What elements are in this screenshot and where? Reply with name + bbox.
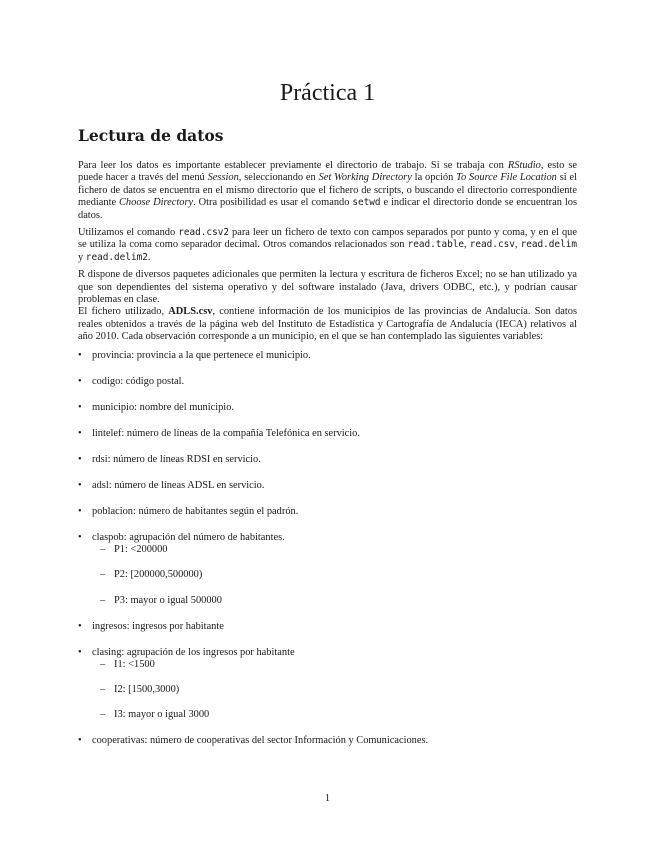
text: , contiene información de los municipios de las provincias de Andalucía. Son datos reales obtenidos a través de la página web del Instituto de Estadística y Cartografía de Andalucía (IECA) relativos al año 2010. Cada observación corresponde a un municipio, en el que se han contemplado las siguientes variables: (78, 306, 577, 343)
list-item-text: • clasing: agrupación de los ingresos por habitante (92, 646, 295, 658)
text: para leer un fichero de texto con campos separados por punto y coma, y en el que se utiliza la coma como separador decimal. Otros comandos relacionados son (78, 227, 577, 251)
read-csv-code: read.csv (469, 239, 515, 251)
list-item: • poblacion: número de habitantes según el padrón. (92, 506, 577, 518)
text: , (514, 239, 521, 251)
filename: ADLS.csv (168, 306, 213, 318)
read-table-code: read.table (407, 239, 465, 251)
setwd-code: setwd (352, 197, 381, 209)
variables-list (78, 350, 577, 748)
paragraph-read-commands (78, 227, 577, 264)
sub-list-item: – P3: mayor o igual 500000 (114, 595, 577, 607)
read-delim2-code: read.delim2 (85, 251, 148, 263)
page-title: Práctica 1 (279, 80, 376, 106)
list-item: • lintelef: número de líneas de la compañía Telefónica en servicio. (92, 428, 577, 440)
list-item: • cooperativas: número de cooperativas del sector Información y Comunicaciones. (92, 735, 577, 747)
sub-list-item: – I1: <1500 (114, 659, 577, 671)
list-item: • adsl: número de líneas ADSL en servicio. (92, 480, 577, 492)
rstudio-term: RStudio (507, 160, 541, 171)
sub-list-item: – I2: [1500,3000) (114, 684, 577, 696)
sub-list-item: – P2: [200000,500000) (114, 569, 577, 581)
session-term: Session (207, 172, 239, 184)
text: . (147, 251, 151, 263)
text: , seleccionando en (238, 172, 319, 184)
text: . Otra posibilidad es usar el comando (193, 197, 353, 209)
section-heading: Lectura de datos (78, 126, 224, 145)
to-source-file-location-term: To Source File Location (456, 172, 557, 184)
text: Para leer los datos es importante establecer previamente el directorio de trabajo. Si se trabaja con (78, 160, 508, 171)
list-item: • provincia: provincia a la que pertenece el municipio. (92, 350, 577, 362)
list-item-text: • claspob: agrupación del número de habitantes. (92, 531, 285, 543)
text: El fichero utilizado, (78, 306, 169, 318)
list-item: • municipio: nombre del municipio. (92, 402, 577, 414)
choose-directory-term: Choose Directory (119, 197, 194, 209)
text: e indicar el directorio donde se encuentran los datos. (78, 197, 577, 221)
set-working-directory-term: Set Working Directory (318, 172, 412, 184)
text: si el fichero de datos se encuentra en el mismo directorio que el fichero de scripts, o buscando el directorio correspondiente mediante (78, 172, 577, 209)
text: , esto se puede hacer a través del menú (78, 160, 578, 184)
text: Utilizamos el comando (78, 227, 179, 239)
read-csv2-code: read.csv2 (178, 227, 230, 239)
list-item: • rdsi: número de líneas RDSI en servicio. (92, 454, 577, 466)
paragraph-working-directory (78, 160, 577, 222)
body-text (78, 160, 577, 761)
list-item: • codigo: código postal. (92, 376, 577, 388)
list-item: • ingresos: ingresos por habitante (92, 621, 577, 633)
clasing-levels (92, 659, 577, 722)
text: y (78, 251, 86, 263)
read-delim-code: read.delim (520, 239, 578, 251)
paragraph-dataset (78, 306, 577, 343)
list-item (92, 647, 577, 722)
sub-list-item: – P1: <200000 (114, 544, 577, 556)
paragraph-excel-packages: R dispone de diversos paquetes adicionales que permiten la lectura y escritura de ficheros Excel; no se han utilizado ya que son dependientes del sistema operativo y del software instalado (Java, drivers ODBC, etc.), y podrían causar problemas en clase. (78, 269, 577, 306)
list-item (92, 532, 577, 607)
claspob-levels (92, 544, 577, 607)
text: , (464, 239, 470, 251)
sub-list-item: – I3: mayor o igual 3000 (114, 709, 577, 721)
page-number: 1 (324, 793, 331, 804)
text: la opción (411, 172, 457, 184)
